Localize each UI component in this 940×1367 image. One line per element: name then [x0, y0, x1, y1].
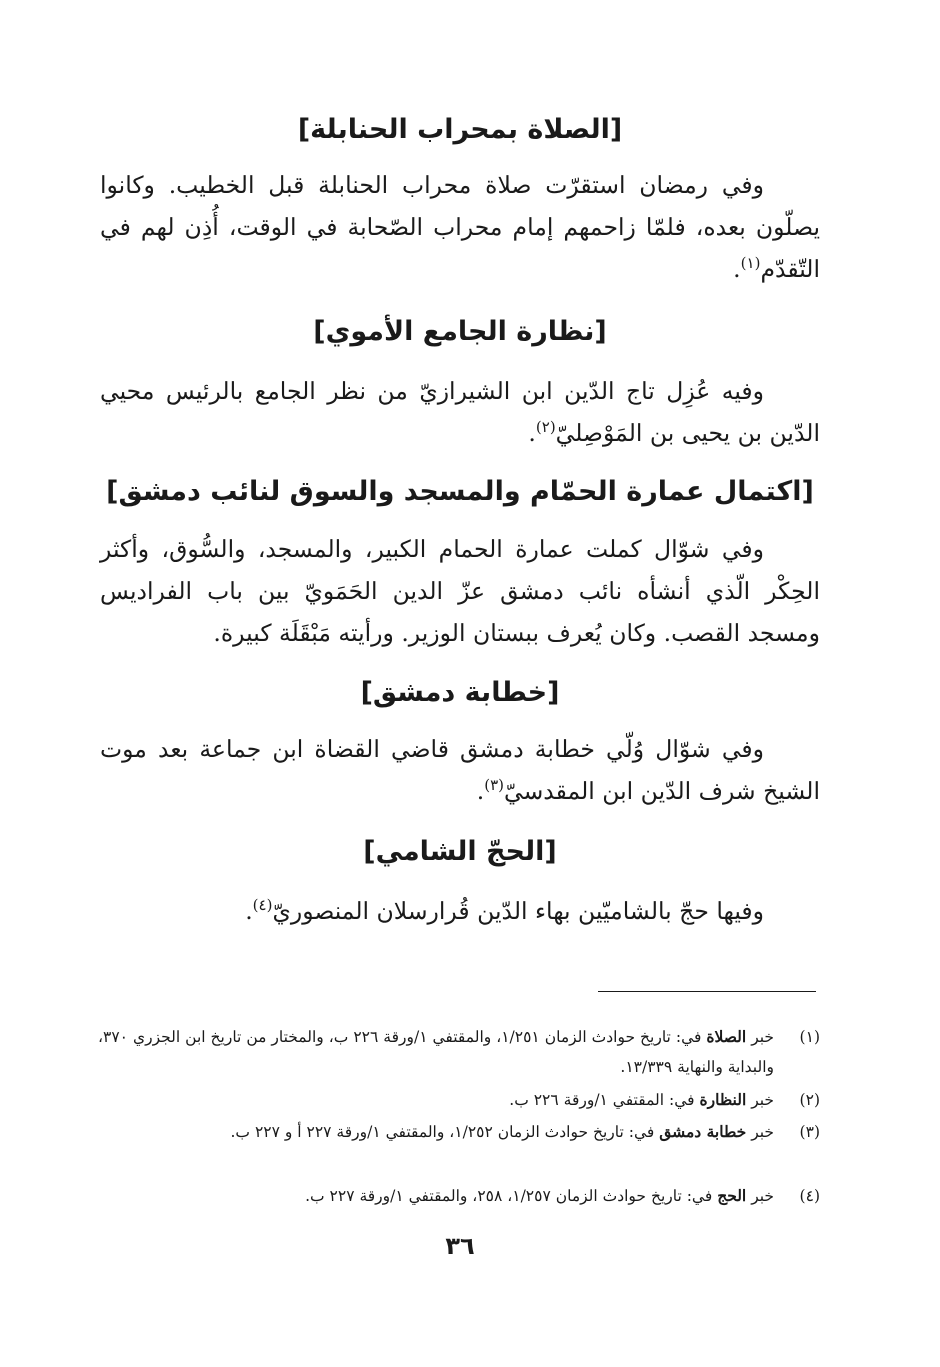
section-paragraph: [100, 728, 820, 812]
footnote-reference[interactable]: (٢): [535, 418, 556, 437]
footnote-keyword: خطابة دمشق: [659, 1122, 747, 1141]
footnote-text: في: تاريخ حوادث الزمان ١/٢٥٢، والمقتفي ١/ورقة ٢٢٧ أ و ٢٢٧ ب.: [230, 1123, 655, 1141]
footnote-reference[interactable]: (٤): [252, 896, 273, 915]
section-heading: [نظارة الجامع الأموي]: [313, 316, 607, 347]
paragraph-text: وفي شوّال وُلّي خطابة دمشق قاضي القضاة ابن جماعة بعد موت الشيخ شرف الدّين ابن المقدسيّ: [100, 735, 820, 805]
footnote-body: [98, 1022, 774, 1082]
footnote-separator: [598, 991, 816, 992]
section-heading: [الحجّ الشامي]: [363, 836, 557, 867]
footnote-number: (٣): [799, 1123, 820, 1141]
paragraph-end: .: [245, 897, 253, 925]
footnote-body: [98, 1181, 774, 1211]
footnote-keyword: النظارة: [699, 1090, 747, 1109]
footnote-body: [98, 1117, 774, 1147]
footnote: [98, 1181, 820, 1211]
paragraph-end: .: [733, 255, 741, 283]
paragraph-text: وفيها حجّ بالشاميّين بهاء الدّين قُرارسلان المنصوريّ: [272, 897, 764, 925]
footnote-body: [98, 1085, 774, 1115]
footnote-number: (٤): [799, 1187, 820, 1205]
footnote-lead: خبر: [751, 1028, 774, 1046]
footnote-text: في: تاريخ حوادث الزمان ١/٢٥٧، ٢٥٨، والمقتفي ١/ورقة ٢٢٧ ب.: [305, 1187, 713, 1205]
footnote-reference[interactable]: (٣): [484, 776, 504, 795]
footnote-keyword: الحج: [717, 1186, 747, 1205]
footnote-number: (١): [799, 1028, 820, 1046]
section-paragraph: [100, 164, 820, 290]
section-heading: [اكتمال عمارة الحمّام والمسجد والسوق لنائب دمشق]: [106, 476, 814, 507]
paragraph-text: وفيه عُزِل تاج الدّين ابن الشيرازيّ من نظر الجامع بالرئيس محيي الدّين بن يحيى بن المَوْصِليّ: [100, 377, 820, 447]
paragraph-text: وفي شوّال كملت عمارة الحمام الكبير، والمسجد، والسُّوق، وأكثر الحِكْر الّذي أنشأه نائب دمشق عزّ الدين الحَمَويّ بين باب الفراديس ومسجد القصب. وكان يُعرف ببستان الوزير. ورأيته مَبْقَلَة كبيرة.: [100, 535, 820, 647]
footnote: [98, 1117, 820, 1147]
footnote-reference[interactable]: (١): [740, 254, 761, 273]
footnote-lead: خبر: [751, 1123, 774, 1141]
footnote-lead: خبر: [751, 1187, 774, 1205]
footnote: [98, 1022, 820, 1082]
section-paragraph: [100, 370, 820, 454]
paragraph-end: .: [476, 777, 485, 805]
section-heading: [خطابة دمشق]: [360, 677, 560, 708]
footnote-keyword: الصلاة: [706, 1027, 747, 1046]
page-number: ٣٦: [445, 1232, 475, 1260]
section-paragraph: [100, 890, 820, 932]
footnote-text: في: المقتفي ١/ورقة ٢٢٦ ب.: [509, 1091, 695, 1109]
paragraph-end: .: [528, 419, 536, 447]
footnote-text: في: تاريخ حوادث الزمان ١/٢٥١، والمقتفي ١/ورقة ٢٢٦ ب، والمختار من تاريخ ابن الجزري ٣٧٠، والبداية والنهاية ١٣/٣٣٩.: [98, 1028, 774, 1076]
footnote: [98, 1085, 820, 1115]
footnote-lead: خبر: [751, 1091, 774, 1109]
section-heading: [الصلاة بمحراب الحنابلة]: [297, 114, 623, 145]
section-paragraph: [100, 528, 820, 654]
paragraph-text: وفي رمضان استقرّت صلاة محراب الحنابلة قبل الخطيب. وكانوا يصلّون بعده، فلمّا زاحمهم إمام محراب الصّحابة في الوقت، أُذِن لهم في التّقدّم: [100, 171, 820, 283]
footnote-number: (٢): [799, 1091, 820, 1109]
